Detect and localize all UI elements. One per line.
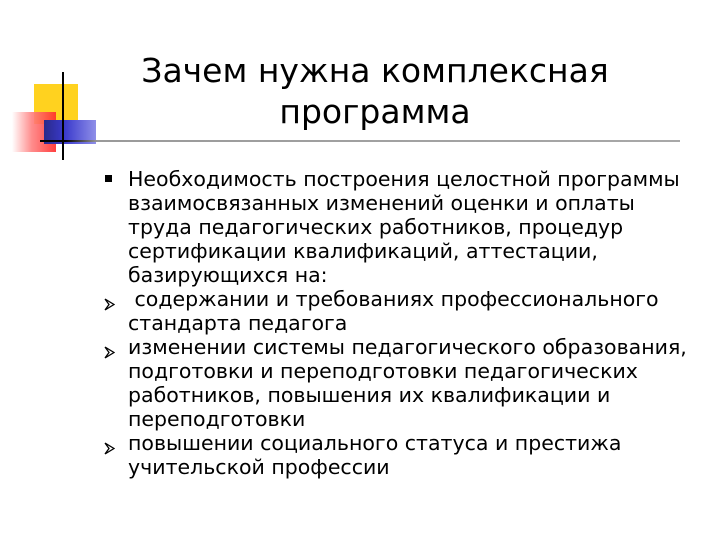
bullet-list xyxy=(101,167,701,479)
list-item xyxy=(101,167,701,287)
list-item xyxy=(101,431,701,479)
list-item-text: содержании и требованиях профессионального стандарта педагога xyxy=(128,287,666,335)
list-item xyxy=(101,287,701,335)
list-item-text: Необходимость построения целостной программы взаимосвязанных изменений оценки и оплаты труда педагогических работников, процедур сертификации квалификаций, аттестации, базирующихся на: xyxy=(128,167,680,287)
list-item-text: изменении системы педагогического образования, подготовки и переподготовки педагогических работников, повышения их квалификации и переподготовки xyxy=(128,335,687,431)
list-item xyxy=(101,335,701,431)
list-item-text: повышении социального статуса и престижа учительской профессии xyxy=(128,431,622,479)
decor-vertical-line xyxy=(62,72,64,160)
arrow-bullet-icon xyxy=(104,436,115,460)
arrow-bullet-icon xyxy=(104,340,115,364)
arrow-bullet-icon xyxy=(104,292,115,316)
square-bullet-icon xyxy=(105,175,112,182)
slide-title: Зачем нужна комплексная программа xyxy=(141,51,609,131)
title-divider xyxy=(40,140,680,142)
